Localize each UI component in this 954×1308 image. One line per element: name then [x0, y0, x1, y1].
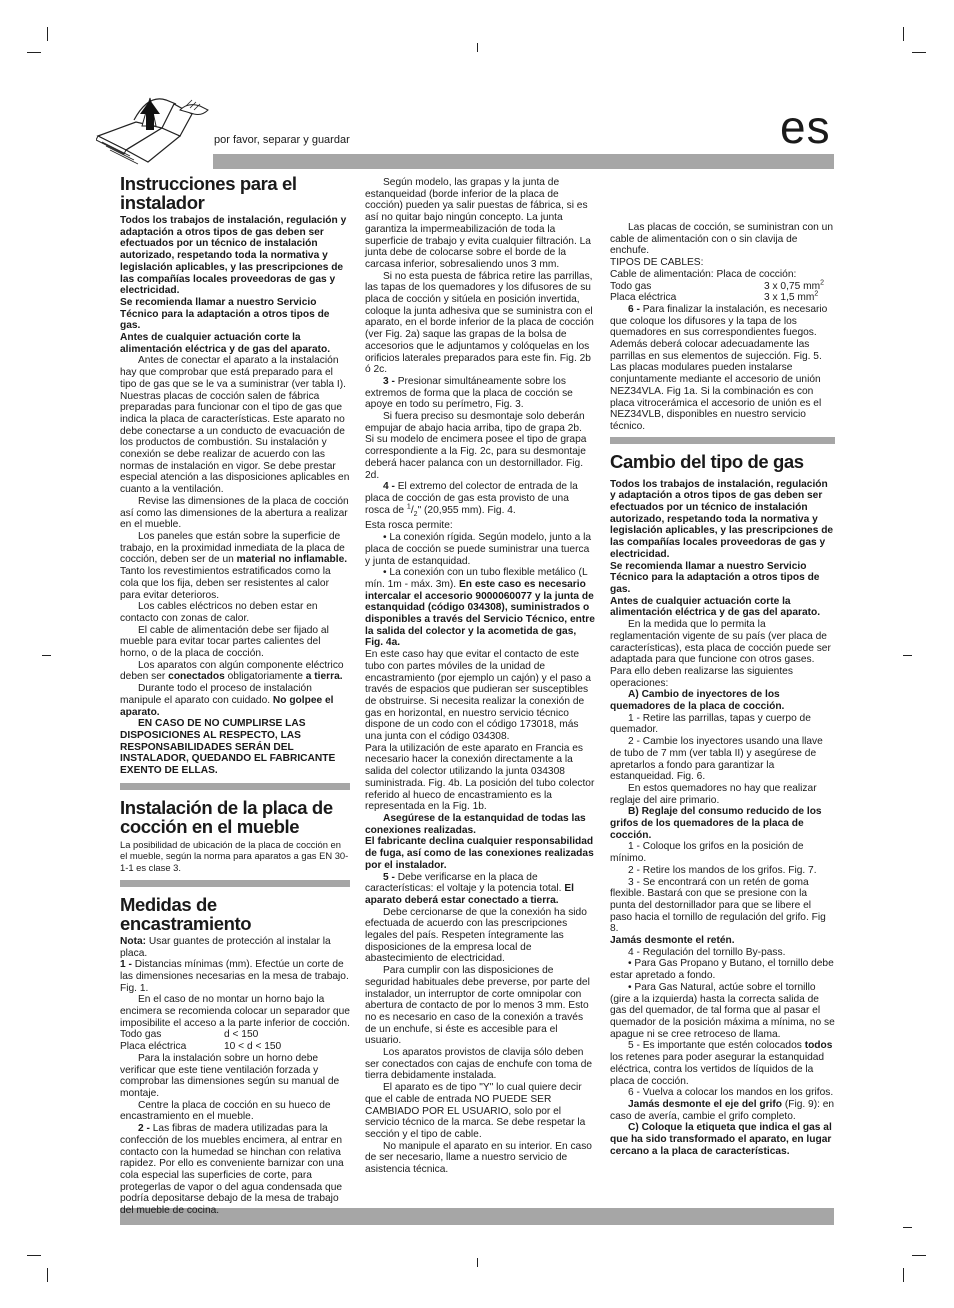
paragraph: 1 - Retire las parrillas, tapas y cuerpo de quemador. [610, 712, 811, 736]
paragraph: Si no esta puesta de fábrica retire las parrillas, las tapas de los quemadores y los difusores de su placa de cocción y sitúela en posición invertida, coloque la junta adhesiva que se suministra con el aparato, en el borde inferior de la placa de cocción (ver Fig. 2a) saque las grapas de la bolsa de accesorios que le adjuntamos y colóquelas en los orificios laterales preparados para este fin. Fig. 2b ó 2c. [365, 270, 594, 376]
note: Nota: Usar guantes de protección al instalar la placa. [120, 935, 331, 959]
header-caption: por favor, separar y guardar [214, 134, 350, 146]
cable-row: Placa eléctrica 3 x 1,5 $mm^2$ [610, 290, 819, 304]
paragraph: Para cumplir con las disposiciones de seguridad habituales debe preverse, por parte del instalador, un interruptor de corte omnipolar con abertura de contacto de por lo menos 3 mm. Esto no es necesario en caso de la conexión a través de un enchufe, si éste es accesible para el usuario. [365, 965, 590, 1047]
step-heading: B) Reglaje del consumo reducido de los grifos de los quemadores de la placa de cocción. [610, 806, 822, 841]
paragraph: Si su modelo de encimera posee el tipo de grapa correspondiente a la Fig. 2c, para su desmontaje deberá hacer palanca con un destornillador. Fig. 2d. [365, 434, 587, 481]
liability-note: EN CASO DE NO CUMPLIRSE LAS DISPOSICIONES AL RESPECTO, LAS RESPONSABILIDADES SERÁN DEL INSTALADOR, QUEDANDO EL FABRICANTE EXENTO DE ELLAS. [120, 718, 336, 777]
crop-mark [47, 27, 48, 41]
paragraph: Durante todo el proceso de instalación manipule el aparato con cuidado. No golpee el aparato. [120, 683, 334, 718]
section-rule [120, 783, 350, 790]
crop-mark [912, 1255, 926, 1256]
paragraph: 6 - Vuelva a colocar los mandos en los grifos. [628, 1087, 834, 1099]
paragraph: • La conexión rígida. Según modelo, junto a la placa de cocción se puede suministrar una tuerca y junta de estanquidad. [365, 532, 592, 567]
crop-mark [903, 1227, 912, 1228]
paragraph: 2 - Retire los mandos de los grifos. Fig. 7. [628, 864, 817, 876]
paragraph: Jamás desmonte el retén. [610, 935, 735, 947]
header-bar [213, 154, 834, 169]
cut-supply-note: Antes de cualquier actuación corte la alimentación eléctrica y de gas del aparato. [120, 332, 331, 355]
crop-mark [903, 27, 904, 41]
dimension-row: Placa eléctrica 10 < d < 150 [120, 1041, 282, 1053]
crop-mark [912, 52, 926, 53]
language-code: es [780, 101, 831, 153]
step-heading: C) Coloque la etiqueta que indica el gas al que ha sido transformado el aparato, en lugar cercano a la placa de características. [610, 1122, 832, 1157]
paragraph: El cable de alimentación debe ser fijado al mueble para evitar tocar partes calientes del horno, o de la placa de cocción. [120, 624, 329, 660]
crop-mark [477, 43, 478, 52]
section-rule [120, 880, 350, 887]
paragraph: El fabricante declina cualquier responsabilidad de fuga, así como de las conexiones realizadas por el instalador. [365, 836, 594, 871]
paragraph: Los paneles que están sobre la superficie de trabajo, en la proximidad inmediata de la placa de cocción, deben ser de un material no inflamable. Tanto los revestimientos estratificados como la cola que los fija, deben ser resistentes al calor para evitar deterioros. [120, 530, 348, 601]
column-1 [120, 174, 350, 1217]
paragraph: Centre la placa de cocción en su hueco de encastramiento en el mueble. [120, 1099, 331, 1123]
paragraph: El aparato es de tipo "Y" lo cual quiere decir que el cable de entrada NO PUEDE SER CAMBIADO POR EL USUARIO, solo por el servicio técnico de la marca. Se debe respetar la sección y el tipo de cable. [365, 1082, 586, 1140]
crop-mark [27, 52, 41, 53]
paragraph: Según modelo, las grapas y la junta de estanqueidad (borde inferior de la placa de cocción) pueden ya salir puestas de fábrica, si es así no quitar bajo ningún concepto. La junta garantiza la impermeabilización de toda la superficie de trabajo y evita cualquier filtración. La junta debe de colocarse sobre el borde de la carcasa inferior, sobresaliendo unos 3 mm. [365, 177, 591, 270]
folding-page-arrow-icon [96, 92, 212, 172]
section-title-furniture: Instalación de la placa de cocción en el mueble [120, 796, 333, 837]
paragraph: Revise las dimensiones de la placa de cocción así como las dimensiones de la abertura a realizar en el mueble. [120, 495, 349, 531]
paragraph: 4 - Regulación del tornillo By-pass. [628, 946, 786, 958]
paragraph: No manipule el aparato en su interior. En caso de ser necesario, llame a nuestro servicio de asistencia técnica. [365, 1140, 592, 1176]
column-3 [610, 222, 835, 1157]
section-title-gas-change: Cambio del tipo de gas [610, 450, 804, 472]
paragraph: En este caso hay que evitar el contacto de este tubo con partes móviles de la unidad de encastramiento (por ejemplo un cajón) y el paso a través de espacios que pudieran ser susceptibles de obstruirse. Si necesita realizar la conexión de gas en horizontal, en nuestro servicio técnico dispone de un codo con el código 173018, más una junta con el código 034308. [365, 649, 591, 743]
section-rule [610, 437, 835, 444]
paragraph: Para la utilización de este aparato en Francia es necesario hacer la conexión directamente a la salida del colector utilizando la junta 034308 suministrada. Fig. 4b. La posición del tubo colector referido al hueco de encastramiento es la representada en la Fig. 1b. [365, 742, 595, 813]
paragraph: La posibilidad de ubicación de la placa de cocción en el mueble, según la norma para aparatos a gas EN 30-1-1 es clase 3. [120, 838, 349, 874]
paragraph: 5 - Es importante que estén colocados todos los retenes para poder asegurar la estanquidad eléctrica, contra los vertidos de líquidos de la placa de cocción. [610, 1040, 833, 1087]
crop-mark [27, 1255, 41, 1256]
column-2 [365, 177, 595, 1176]
paragraph: 2 - Cambie los inyectores usando una llave de tubo de 7 mm (ver tabla II) y asegúrese de apretarlos a fondo para garantizar la estanqueidad. Fig. 6. [610, 736, 823, 783]
warning-installation: Todos los trabajos de instalación, regulación y adaptación a otros tipos de gas deben ser efectuados por un técnico de instalación autorizado, respetando toda la normativa y legislación aplicables, y las prescripciones de las compañías locales proveedoras de gas y electricidad. [120, 215, 347, 297]
paragraph: 1 - Coloque los grifos en la posición de mínimo. [610, 841, 804, 865]
paragraph: 6 - Para finalizar la instalación, es necesario que coloque los difusores y la tapa de los quemadores en sus correspondientes fuegos. Además deberá colocar adecuadamente las parrillas en sus elementos de sujección. Fig. 5. Las placas modulares pueden instalarse conjuntamente mediante el accesorio de unión NEZ34VLA. Fig 1a. Si la combinación es con placa vitrocerámica el accesorio de unión es el NEZ34VLB, disponibles en nuestro servicio técnico. [610, 303, 828, 432]
crop-mark [903, 1268, 904, 1282]
paragraph: En estos quemadores no hay que realizar reglaje del aire primario. [610, 782, 817, 806]
paragraph: Las placas de cocción, se suministran con un cable de alimentación con o sin clavija de enchufe. [610, 222, 833, 257]
paragraph: 2 - Las fibras de madera utilizadas para la confección de los muebles encimera, al entrar en contacto con la humedad se hinchan con relativa rapidez. Por ello es conveniente barnizar con una cola especial las superficies de corte, para protegerlas de vapor o del agua condensada que podría depositarse debajo de la mesa de trabajo del mueble de cocina. [120, 1123, 344, 1217]
paragraph: Los aparatos con algún componente eléctrico deben ser conectados obligatoriamente a tierra. [120, 659, 344, 683]
paragraph: Los cables eléctricos no deben estar en contacto con zonas de calor. [120, 601, 318, 624]
paragraph: En el caso de no montar un horno bajo la encimera se recomienda colocar un separador que imposibilite el acceso a la parte inferior de cocción. [120, 994, 350, 1029]
dimension-row: Todo gas d < 150 [120, 1029, 259, 1041]
crop-mark [903, 655, 912, 656]
crop-mark [47, 1268, 48, 1282]
paragraph: 5 - Debe verificarse en la placa de características: el voltaje y la potencia total. El aparato deberá estar conectado a tierra. [365, 871, 574, 906]
paragraph: 3 - Presionar simultáneamente sobre los extremos de forma que la placa de cocción se apoye en todo su perímetro, Fig. 3. [365, 375, 573, 411]
paragraph: Esta rosca permite: [365, 520, 453, 532]
service-note: Se recomienda llamar a nuestro Servicio Técnico para la adaptación a otros tipos de gas. [610, 560, 820, 595]
crop-mark [42, 655, 51, 656]
section-title-installer: Instrucciones para el instalador [120, 173, 297, 213]
service-note: Se recomienda llamar a nuestro Servicio Técnico para la adaptación a otros tipos de gas. [120, 296, 330, 332]
warning-installation: Todos los trabajos de instalación, regulación y adaptación a otros tipos de gas deben ser efectuados por un técnico de instalación autorizado, respetando toda la normativa y legislación aplicables, y las prescripciones de las compañías locales proveedoras de gas y electricidad. [610, 478, 834, 560]
paragraph: • La conexión con un tubo flexible metálico (L mín. 1m - máx. 3m). En este caso es necesario intercalar el accesorio 9000060077 y la junta de estanquidad (código 034308), suministrados o disponibles a través del Servicio Técnico, entre la salida del colector y la acometida de gas, Fig. 4a. [365, 567, 595, 649]
paragraph: Debe cercionarse de que la conexión ha sido efectuada de acuerdo con las prescripciones legales del país. Respeten íntegramente las disposiciones de la empresa local de abastecimiento de electricidad. [365, 906, 587, 965]
paragraph: En la medida que lo permita la reglamentación vigente de su país (ver placa de características), esta placa de cocción puede ser adaptada para que funcione con otros gases. Para ello deben realizarse las siguientes operaciones: [610, 619, 831, 689]
paragraph: TIPOS DE CABLES: [610, 257, 704, 269]
paragraph: 1 - Distancias mínimas (mm). Efectúe un corte de las dimensiones necesarias en la mesa de trabajo. Fig. 1. [120, 959, 349, 994]
paragraph: Cable de alimentación: Placa de cocción: [610, 268, 797, 280]
paragraph: Para la instalación sobre un horno debe verificar que este tiene ventilación forzada y comprobar las dimensiones según su manual de montaje. [120, 1052, 340, 1099]
crop-mark [477, 1258, 478, 1267]
paragraph: Los aparatos provistos de clavija sólo deben ser conectados con cajas de enchufe con toma de tierra debidamente instalada. [365, 1047, 593, 1082]
step-heading: A) Cambio de inyectores de los quemadores de la placa de cocción. [610, 689, 785, 713]
paragraph: 3 - Se encontrará con un retén de goma flexible. Bastará con que se presione con la punta del destornillador para que se libere el paso hacia el tornillo de regulación del grifo. Fig 8. [610, 876, 826, 935]
paragraph: Si fuera preciso su desmontaje solo deberán empujar de abajo hacia arriba, tipo de grapa 2b. [365, 411, 585, 434]
paragraph: • Para Gas Propano y Butano, el tornillo debe estar apretado a fondo. [610, 958, 834, 982]
paragraph: • Para Gas Natural, actúe sobre el tornillo (gire a la izquierda) hasta la correcta salida de gas del quemador, de tal forma que al pasar el quemador de la posición máxima a mínima, no se apague ni se cree retroceso de llama. [610, 981, 835, 1040]
paragraph: 4 - El extremo del colector de entrada de la placa de cocción de gas esta provisto de una rosca de $^1/_2$" (20,955 mm). Fig. 4. [365, 481, 578, 518]
paragraph: Jamás desmonte el eje del grifo (Fig. 9): en caso de avería, cambie el grifo completo. [610, 1098, 835, 1122]
cut-supply-note: Antes de cualquier actuación corte la alimentación eléctrica y de gas del aparato. [610, 595, 821, 619]
cable-row: Todo gas 3 x 0,75 $mm^2$ [610, 279, 824, 292]
paragraph: Antes de conectar el aparato a la instalación hay que comprobar que está preparado para el tipo de gas que se le va a suministrar (ver tabla I). Nuestras placas de cocción salen de fábrica preparadas para funcionar con el tipo de gas que indica la placa de características. Este aparato no debe conectarse a un conducto de evacuación de los productos de combustión. Su instalación y conexión se debe realizar de acuerdo con las normas de instalación en vigor. Se debe prestar especial atención a las disposiciones aplicables en cuanto a la ventilación. [120, 355, 350, 496]
paragraph: Asegúrese de la estanquidad de todas las conexiones realizadas. [365, 813, 586, 836]
section-title-dimensions: Medidas de encastramiento [120, 893, 252, 934]
